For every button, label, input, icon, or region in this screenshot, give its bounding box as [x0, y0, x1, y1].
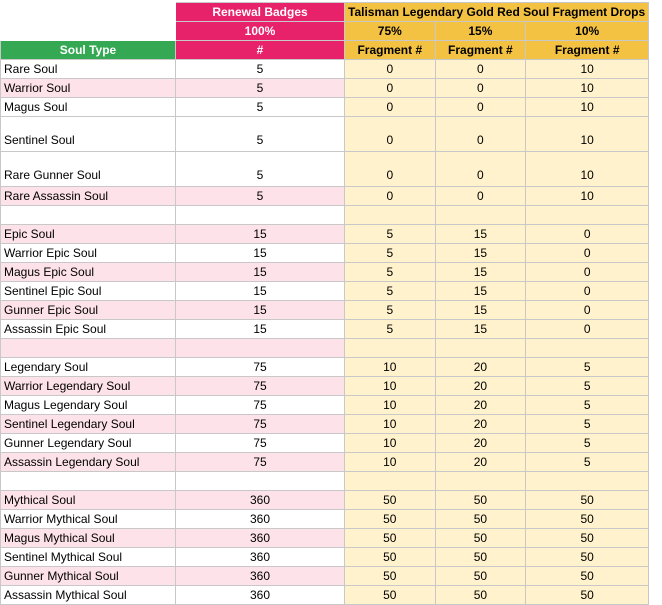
- fragment-cell-2[interactable]: 20: [435, 415, 526, 434]
- badges-cell[interactable]: [176, 339, 345, 358]
- fragment-cell-2[interactable]: [435, 339, 526, 358]
- soul-type-cell[interactable]: Sentinel Legendary Soul: [1, 415, 176, 434]
- fragment-cell-2[interactable]: 0: [435, 60, 526, 79]
- fragment-cell-2[interactable]: 15: [435, 301, 526, 320]
- badges-count-header[interactable]: #: [176, 41, 345, 60]
- fragment-cell-3[interactable]: 5: [526, 396, 649, 415]
- table-row: [1, 152, 649, 187]
- fragment-cell-1[interactable]: 5: [345, 263, 436, 282]
- renewal-badges-title[interactable]: Renewal Badges: [176, 3, 345, 22]
- drop-percentage-2[interactable]: 15%: [435, 22, 526, 41]
- badges-cell[interactable]: [176, 472, 345, 491]
- table-row: [1, 453, 649, 472]
- soul-type-cell[interactable]: [1, 206, 176, 225]
- empty-corner-cell[interactable]: [1, 3, 176, 22]
- fragment-cell-3[interactable]: 50: [526, 586, 649, 605]
- fragment-cell-1[interactable]: 50: [345, 491, 436, 510]
- badges-cell[interactable]: 75: [176, 415, 345, 434]
- soul-type-cell[interactable]: [1, 339, 176, 358]
- badges-cell[interactable]: 15: [176, 301, 345, 320]
- soul-type-header[interactable]: Soul Type: [1, 41, 176, 60]
- soul-fragment-table: [0, 2, 649, 605]
- fragment-cell-1[interactable]: 0: [345, 187, 436, 206]
- table-row: [1, 187, 649, 206]
- fragment-cell-3[interactable]: 50: [526, 510, 649, 529]
- fragment-cell-2[interactable]: 0: [435, 152, 526, 187]
- soul-type-cell[interactable]: Mythical Soul: [1, 491, 176, 510]
- fragment-cell-3[interactable]: 0: [526, 244, 649, 263]
- table-row: [1, 396, 649, 415]
- table-row: [1, 548, 649, 567]
- badges-percentage[interactable]: 100%: [176, 22, 345, 41]
- header-row-titles: [1, 3, 649, 22]
- fragment-cell-3[interactable]: 50: [526, 491, 649, 510]
- fragment-cell-3[interactable]: 5: [526, 415, 649, 434]
- fragment-header-3[interactable]: Fragment #: [526, 41, 649, 60]
- badges-cell[interactable]: 5: [176, 79, 345, 98]
- fragment-cell-3[interactable]: [526, 472, 649, 491]
- fragment-cell-1[interactable]: 10: [345, 434, 436, 453]
- header-row-columns: [1, 41, 649, 60]
- table-row: [1, 79, 649, 98]
- empty-corner-cell[interactable]: [1, 22, 176, 41]
- soul-type-cell[interactable]: Assassin Legendary Soul: [1, 453, 176, 472]
- fragment-cell-1[interactable]: 5: [345, 225, 436, 244]
- soul-type-cell[interactable]: Magus Soul: [1, 98, 176, 117]
- badges-cell[interactable]: 5: [176, 152, 345, 187]
- fragment-cell-2[interactable]: 20: [435, 434, 526, 453]
- fragment-cell-2[interactable]: 15: [435, 320, 526, 339]
- soul-type-cell[interactable]: Sentinel Mythical Soul: [1, 548, 176, 567]
- fragment-cell-2[interactable]: 50: [435, 586, 526, 605]
- fragment-cell-3[interactable]: 10: [526, 187, 649, 206]
- fragment-cell-3[interactable]: 5: [526, 453, 649, 472]
- fragment-cell-3[interactable]: 0: [526, 282, 649, 301]
- soul-type-cell[interactable]: Gunner Epic Soul: [1, 301, 176, 320]
- soul-type-cell[interactable]: Magus Mythical Soul: [1, 529, 176, 548]
- fragment-cell-1[interactable]: 10: [345, 358, 436, 377]
- fragment-cell-3[interactable]: 50: [526, 567, 649, 586]
- fragment-cell-2[interactable]: 15: [435, 225, 526, 244]
- soul-type-cell[interactable]: Magus Epic Soul: [1, 263, 176, 282]
- soul-type-cell[interactable]: Rare Assassin Soul: [1, 187, 176, 206]
- spacer-row: [1, 206, 649, 225]
- fragment-cell-1[interactable]: 50: [345, 586, 436, 605]
- badges-cell[interactable]: 5: [176, 117, 345, 152]
- fragment-cell-1[interactable]: 0: [345, 60, 436, 79]
- fragment-cell-1[interactable]: 10: [345, 377, 436, 396]
- fragment-cell-2[interactable]: 20: [435, 377, 526, 396]
- table-row: [1, 529, 649, 548]
- fragment-cell-1[interactable]: 5: [345, 320, 436, 339]
- fragment-cell-2[interactable]: 0: [435, 98, 526, 117]
- fragment-cell-3[interactable]: 5: [526, 358, 649, 377]
- table-row: [1, 434, 649, 453]
- spacer-row: [1, 339, 649, 358]
- soul-type-cell[interactable]: Magus Legendary Soul: [1, 396, 176, 415]
- table-row: [1, 491, 649, 510]
- fragment-cell-2[interactable]: 50: [435, 510, 526, 529]
- table-row: [1, 263, 649, 282]
- table-row: [1, 282, 649, 301]
- fragment-cell-3[interactable]: 10: [526, 79, 649, 98]
- fragment-header-2[interactable]: Fragment #: [435, 41, 526, 60]
- fragment-cell-2[interactable]: 0: [435, 117, 526, 152]
- badges-cell[interactable]: 15: [176, 263, 345, 282]
- fragment-cell-2[interactable]: 50: [435, 567, 526, 586]
- fragment-cell-3[interactable]: [526, 339, 649, 358]
- fragment-cell-2[interactable]: 50: [435, 491, 526, 510]
- fragment-cell-1[interactable]: [345, 472, 436, 491]
- badges-cell[interactable]: 75: [176, 453, 345, 472]
- fragment-header-1[interactable]: Fragment #: [345, 41, 436, 60]
- fragment-cell-1[interactable]: 50: [345, 567, 436, 586]
- soul-type-cell[interactable]: Legendary Soul: [1, 358, 176, 377]
- fragment-cell-1[interactable]: [345, 339, 436, 358]
- soul-type-cell[interactable]: Warrior Epic Soul: [1, 244, 176, 263]
- table-row: [1, 377, 649, 396]
- soul-type-cell[interactable]: Rare Soul: [1, 60, 176, 79]
- badges-cell[interactable]: 15: [176, 320, 345, 339]
- fragment-cell-3[interactable]: 10: [526, 152, 649, 187]
- fragment-cell-3[interactable]: 50: [526, 529, 649, 548]
- fragment-cell-3[interactable]: 0: [526, 320, 649, 339]
- fragment-cell-1[interactable]: [345, 206, 436, 225]
- soul-type-cell[interactable]: Epic Soul: [1, 225, 176, 244]
- fragment-cell-1[interactable]: 50: [345, 548, 436, 567]
- badges-cell[interactable]: 75: [176, 434, 345, 453]
- fragment-cell-2[interactable]: 20: [435, 396, 526, 415]
- soul-type-cell[interactable]: [1, 472, 176, 491]
- drop-percentage-3[interactable]: 10%: [526, 22, 649, 41]
- badges-cell[interactable]: 5: [176, 187, 345, 206]
- fragment-cell-3[interactable]: 10: [526, 117, 649, 152]
- fragment-cell-3[interactable]: 50: [526, 548, 649, 567]
- fragment-cell-3[interactable]: 5: [526, 434, 649, 453]
- badges-cell[interactable]: 360: [176, 567, 345, 586]
- badges-cell[interactable]: 360: [176, 491, 345, 510]
- table-row: [1, 225, 649, 244]
- table-row: [1, 510, 649, 529]
- table-row: [1, 117, 649, 152]
- soul-type-cell[interactable]: Assassin Epic Soul: [1, 320, 176, 339]
- badges-cell[interactable]: 75: [176, 396, 345, 415]
- fragment-drops-title[interactable]: Talisman Legendary Gold Red Soul Fragment Drops: [345, 3, 649, 22]
- fragment-cell-1[interactable]: 0: [345, 152, 436, 187]
- badges-cell[interactable]: 75: [176, 358, 345, 377]
- spacer-row: [1, 472, 649, 491]
- header-row-percentages: [1, 22, 649, 41]
- soul-type-cell[interactable]: Gunner Mythical Soul: [1, 567, 176, 586]
- fragment-cell-2[interactable]: [435, 472, 526, 491]
- fragment-cell-1[interactable]: 0: [345, 98, 436, 117]
- table-row: [1, 301, 649, 320]
- soul-type-cell[interactable]: Gunner Legendary Soul: [1, 434, 176, 453]
- table-row: [1, 320, 649, 339]
- fragment-cell-2[interactable]: 50: [435, 548, 526, 567]
- fragment-cell-2[interactable]: 15: [435, 282, 526, 301]
- soul-type-cell[interactable]: Warrior Soul: [1, 79, 176, 98]
- badges-cell[interactable]: 15: [176, 244, 345, 263]
- table-row: [1, 244, 649, 263]
- soul-type-cell[interactable]: Rare Gunner Soul: [1, 152, 176, 187]
- fragment-cell-3[interactable]: 5: [526, 377, 649, 396]
- fragment-cell-1[interactable]: 50: [345, 529, 436, 548]
- fragment-cell-2[interactable]: [435, 206, 526, 225]
- fragment-cell-3[interactable]: 10: [526, 60, 649, 79]
- badges-cell[interactable]: 360: [176, 529, 345, 548]
- fragment-cell-1[interactable]: 10: [345, 453, 436, 472]
- fragment-cell-1[interactable]: 5: [345, 301, 436, 320]
- fragment-cell-2[interactable]: 0: [435, 79, 526, 98]
- badges-cell[interactable]: 5: [176, 60, 345, 79]
- badges-cell[interactable]: 15: [176, 282, 345, 301]
- badges-cell[interactable]: 15: [176, 225, 345, 244]
- drop-percentage-1[interactable]: 75%: [345, 22, 436, 41]
- fragment-cell-1[interactable]: 5: [345, 282, 436, 301]
- table-row: [1, 567, 649, 586]
- fragment-cell-3[interactable]: 0: [526, 263, 649, 282]
- soul-type-cell[interactable]: Warrior Mythical Soul: [1, 510, 176, 529]
- badges-cell[interactable]: 360: [176, 510, 345, 529]
- soul-type-cell[interactable]: Warrior Legendary Soul: [1, 377, 176, 396]
- table-row: [1, 415, 649, 434]
- fragment-cell-3[interactable]: [526, 206, 649, 225]
- fragment-cell-2[interactable]: 20: [435, 358, 526, 377]
- fragment-cell-2[interactable]: 0: [435, 187, 526, 206]
- soul-type-cell[interactable]: Sentinel Soul: [1, 117, 176, 152]
- fragment-cell-1[interactable]: 5: [345, 244, 436, 263]
- badges-cell[interactable]: 75: [176, 377, 345, 396]
- badges-cell[interactable]: 5: [176, 98, 345, 117]
- fragment-cell-2[interactable]: 15: [435, 263, 526, 282]
- fragment-cell-2[interactable]: 50: [435, 529, 526, 548]
- fragment-cell-1[interactable]: 0: [345, 79, 436, 98]
- soul-type-cell[interactable]: Assassin Mythical Soul: [1, 586, 176, 605]
- fragment-cell-1[interactable]: 50: [345, 510, 436, 529]
- fragment-cell-2[interactable]: 20: [435, 453, 526, 472]
- badges-cell[interactable]: 360: [176, 586, 345, 605]
- fragment-cell-3[interactable]: 10: [526, 98, 649, 117]
- fragment-cell-1[interactable]: 0: [345, 117, 436, 152]
- fragment-cell-3[interactable]: 0: [526, 301, 649, 320]
- fragment-cell-1[interactable]: 10: [345, 415, 436, 434]
- fragment-cell-1[interactable]: 10: [345, 396, 436, 415]
- table-row: [1, 60, 649, 79]
- badges-cell[interactable]: 360: [176, 548, 345, 567]
- soul-type-cell[interactable]: Sentinel Epic Soul: [1, 282, 176, 301]
- fragment-cell-2[interactable]: 15: [435, 244, 526, 263]
- table-row: [1, 358, 649, 377]
- table-row: [1, 98, 649, 117]
- fragment-cell-3[interactable]: 0: [526, 225, 649, 244]
- badges-cell[interactable]: [176, 206, 345, 225]
